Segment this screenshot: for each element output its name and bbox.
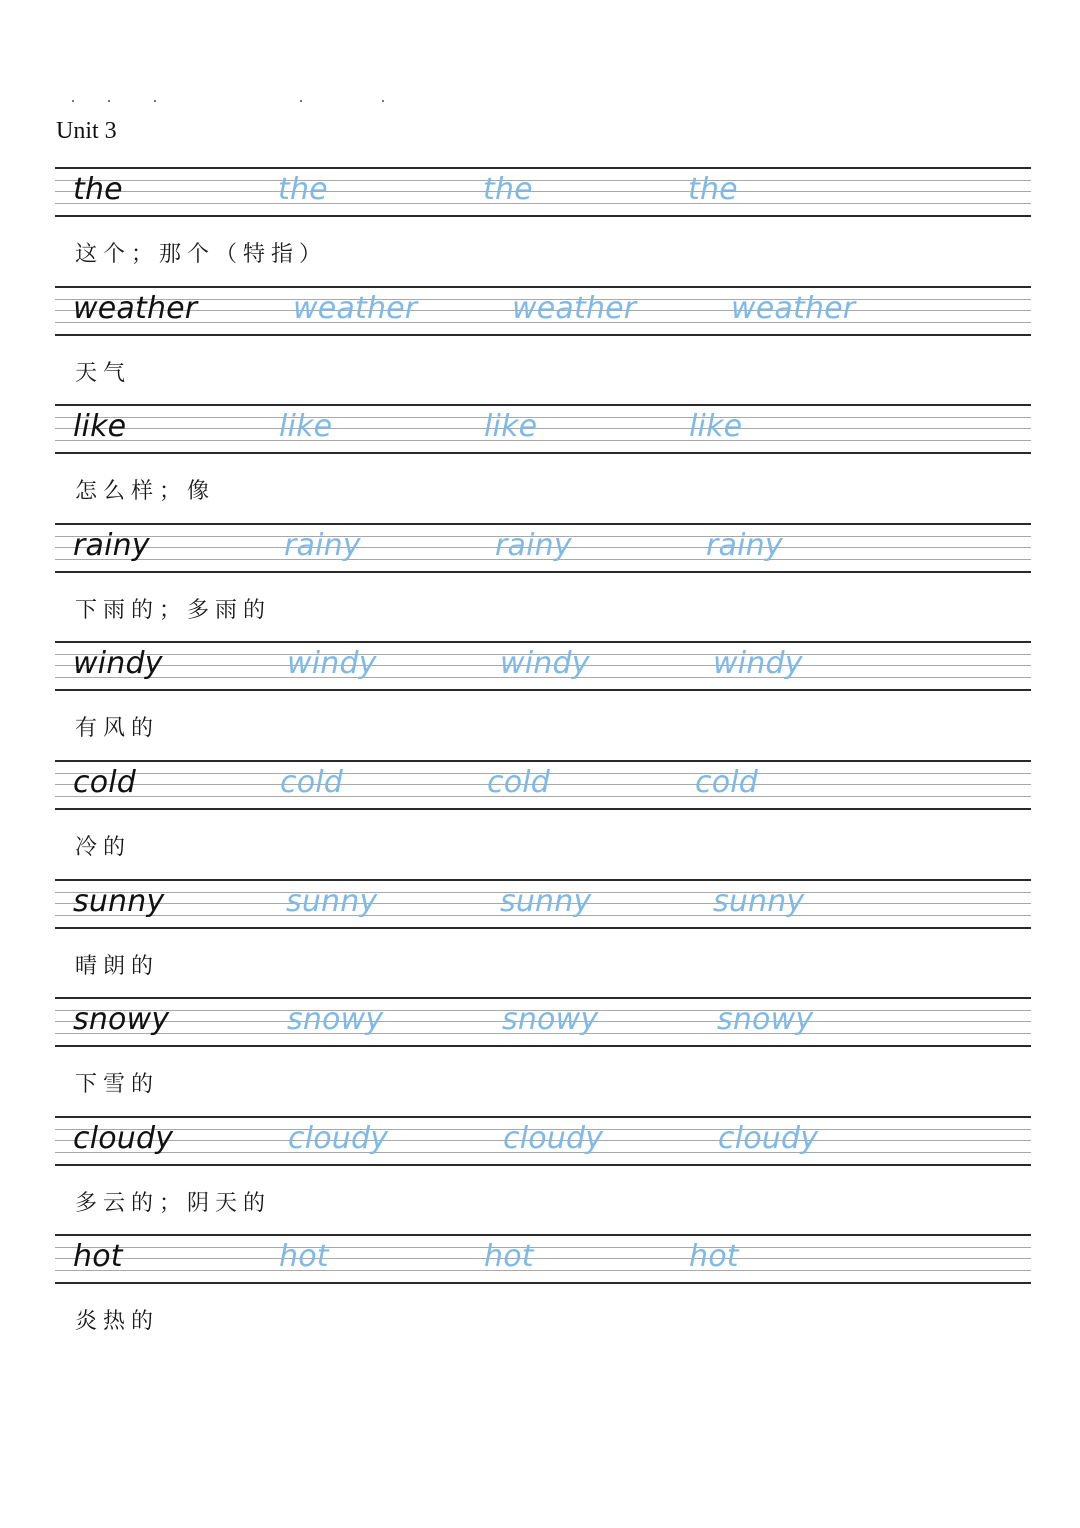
trace-word: hot	[484, 1239, 534, 1274]
rule-line	[55, 927, 1031, 929]
trace-word: weather	[512, 291, 637, 326]
vocab-word: like	[73, 409, 127, 444]
chinese-meaning: 下雨的；多雨的	[75, 598, 272, 623]
guide-line	[55, 428, 1031, 429]
trace-word: cold	[280, 765, 344, 800]
trace-word: the	[483, 172, 533, 207]
trace-word: rainy	[284, 528, 361, 563]
vocab-word: windy	[73, 646, 163, 681]
vocab-word: weather	[73, 291, 198, 326]
rule-line	[55, 167, 1031, 169]
rule-line	[55, 641, 1031, 643]
trace-word: windy	[713, 646, 803, 681]
vocab-entry	[55, 760, 1031, 880]
rule-line	[55, 215, 1031, 217]
rule-line	[55, 334, 1031, 336]
rule-line	[55, 760, 1031, 762]
trace-word: weather	[731, 291, 856, 326]
trace-word: the	[278, 172, 328, 207]
trace-word: hot	[279, 1239, 329, 1274]
writing-lines	[55, 1234, 1031, 1284]
trace-word: windy	[287, 646, 377, 681]
speck	[72, 100, 74, 102]
guide-line	[55, 180, 1031, 181]
vocab-word: the	[73, 172, 123, 207]
chinese-meaning: 怎么样；像	[75, 479, 216, 504]
rule-line	[55, 452, 1031, 454]
rule-line	[55, 286, 1031, 288]
trace-word: snowy	[287, 1002, 384, 1037]
vocab-entry	[55, 404, 1031, 524]
rule-line	[55, 571, 1031, 573]
vocab-entry	[55, 1116, 1031, 1236]
trace-word: weather	[293, 291, 418, 326]
rule-line	[55, 1045, 1031, 1047]
guide-line	[55, 191, 1031, 192]
trace-word: the	[688, 172, 738, 207]
guide-line	[55, 417, 1031, 418]
vocab-entry	[55, 286, 1031, 406]
trace-word: rainy	[706, 528, 783, 563]
trace-word: like	[484, 409, 538, 444]
trace-word: cold	[487, 765, 551, 800]
guide-line	[55, 1258, 1031, 1259]
trace-word: snowy	[717, 1002, 814, 1037]
rule-line	[55, 997, 1031, 999]
vocab-word: snowy	[73, 1002, 170, 1037]
guide-line	[55, 203, 1031, 204]
trace-word: snowy	[502, 1002, 599, 1037]
trace-word: cloudy	[288, 1121, 389, 1156]
vocab-word: sunny	[73, 884, 165, 919]
guide-line	[55, 440, 1031, 441]
speck	[154, 100, 156, 102]
chinese-meaning: 多云的；阴天的	[75, 1191, 272, 1216]
rule-line	[55, 404, 1031, 406]
speck	[108, 100, 110, 102]
vocab-entry	[55, 641, 1031, 761]
rule-line	[55, 523, 1031, 525]
chinese-meaning: 晴朗的	[75, 954, 160, 979]
trace-word: cloudy	[503, 1121, 604, 1156]
trace-word: sunny	[713, 884, 805, 919]
vocab-word: cloudy	[73, 1121, 174, 1156]
unit-title: Unit 3	[56, 118, 117, 144]
rule-line	[55, 879, 1031, 881]
vocab-entry	[55, 523, 1031, 643]
trace-word: hot	[689, 1239, 739, 1274]
chinese-meaning: 冷的	[75, 835, 132, 860]
trace-word: windy	[500, 646, 590, 681]
writing-lines	[55, 404, 1031, 454]
rule-line	[55, 1116, 1031, 1118]
speck	[382, 100, 384, 102]
rule-line	[55, 689, 1031, 691]
rule-line	[55, 1164, 1031, 1166]
vocab-entry	[55, 997, 1031, 1117]
guide-line	[55, 1270, 1031, 1271]
chinese-meaning: 有风的	[75, 716, 160, 741]
trace-word: cloudy	[718, 1121, 819, 1156]
trace-word: cold	[695, 765, 759, 800]
chinese-meaning: 下雪的	[75, 1072, 160, 1097]
chinese-meaning: 这个；那个（特指）	[75, 242, 328, 267]
vocab-word: cold	[73, 765, 137, 800]
chinese-meaning: 炎热的	[75, 1309, 160, 1334]
vocab-word: rainy	[73, 528, 150, 563]
guide-line	[55, 1247, 1031, 1248]
trace-word: like	[279, 409, 333, 444]
trace-word: rainy	[495, 528, 572, 563]
chinese-meaning: 天气	[75, 361, 132, 386]
scan-specks	[72, 100, 392, 104]
trace-word: sunny	[500, 884, 592, 919]
vocab-entry	[55, 167, 1031, 287]
rule-line	[55, 1282, 1031, 1284]
vocab-entry	[55, 879, 1031, 999]
rule-line	[55, 808, 1031, 810]
trace-word: like	[689, 409, 743, 444]
trace-word: sunny	[286, 884, 378, 919]
writing-lines	[55, 167, 1031, 217]
vocab-entry	[55, 1234, 1031, 1354]
rule-line	[55, 1234, 1031, 1236]
vocab-word: hot	[73, 1239, 123, 1274]
speck	[300, 100, 302, 102]
